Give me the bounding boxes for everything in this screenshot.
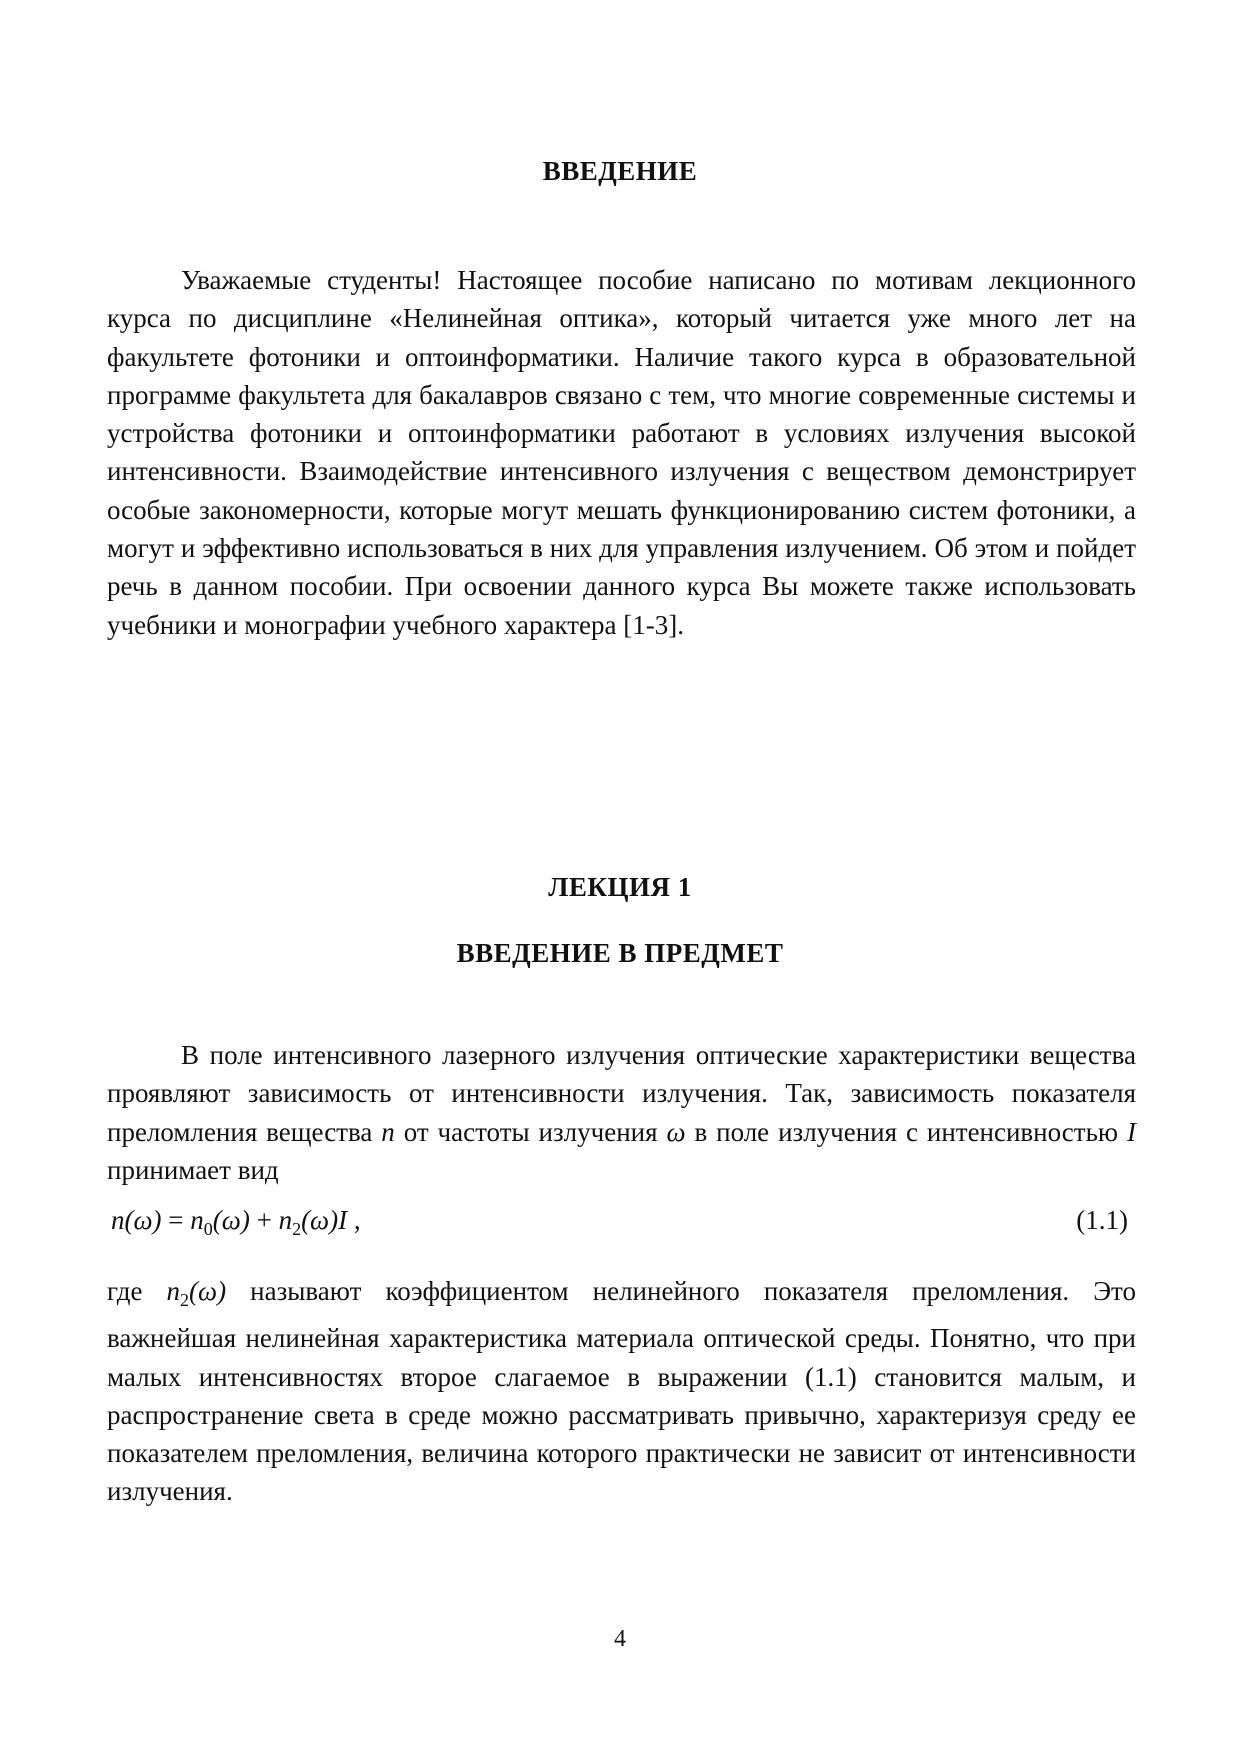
- variable-n-2-subscript: 2: [180, 1290, 190, 1310]
- equation-intensity: I: [338, 1205, 348, 1235]
- lecture-paragraph-1: [107, 1036, 1136, 1189]
- lecture-paragraph-1-text-d: принимает вид: [107, 1154, 279, 1185]
- intro-paragraph: Уважаемые студенты! Настоящее пособие написано по мотивам лекционного курса по дисциплине «Нелинейная оптика», который читается уже много лет на факультете фотоники и оптоинформатики. Наличие такого курса в образовательной программе факультета для бакалавров связано с тем, что многие современные системы и устройства фотоники и оптоинформатики работают в условиях излучения высокой интенсивности. Взаимодействие интенсивного излучения с веществом демонстрирует особые закономерности, которые могут мешать функционированию систем фотоники, а могут и эффективно использоваться в них для управления излучением. Об этом и пойдет речь в данном пособии. При освоении данного курса Вы можете также использовать учебники и монографии учебного характера [1-3].: [107, 265, 1136, 640]
- variable-intensity: I: [1127, 1116, 1136, 1147]
- variable-n-2-argument: (ω): [189, 1276, 227, 1306]
- page-number: 4: [614, 1626, 626, 1652]
- variable-omega: ω: [666, 1116, 686, 1147]
- equation-tail: ,: [347, 1205, 361, 1235]
- intro-heading: ВВЕДЕНИЕ: [542, 156, 698, 186]
- equation-row: [107, 1205, 1136, 1245]
- equation-sub-2: 2: [292, 1219, 302, 1239]
- equation-sub-0: 0: [203, 1219, 213, 1239]
- equation-number: (1.1): [1076, 1205, 1128, 1235]
- equation-equals: =: [161, 1205, 191, 1235]
- lecture-paragraph-1-text-a: В поле интенсивного лазерного излучения оптические характеристики вещества проявляют зависимость от интенсивности излучения. Так, зависимость показателя преломления вещества: [107, 1040, 1136, 1147]
- lecture-paragraph-1-text-c: в поле излучения с интенсивностью: [685, 1116, 1127, 1147]
- variable-n: n: [381, 1116, 395, 1147]
- equation-1-1: [111, 1205, 361, 1240]
- lecture-paragraph-2-text-a: где: [107, 1276, 167, 1306]
- lecture-title-heading: ВВЕДЕНИЕ В ПРЕДМЕТ: [456, 938, 784, 968]
- lecture-paragraph-2-text-b: называют коэффициентом нелинейного показателя преломления. Это важнейшая нелинейная характеристика материала оптической среды. Понятно, что при малых интенсивностях второе слагаемое в выражении (1.1) становится малым, и распространение света в среде можно рассматривать привычно, характеризуя среду ее показателем преломления, величина которого практически не зависит от интенсивности излучения.: [107, 1276, 1136, 1507]
- equation-n0: n: [190, 1205, 204, 1235]
- lecture-paragraph-1-text-b: от частоты излучения: [394, 1116, 667, 1147]
- equation-n2: n: [278, 1205, 293, 1235]
- equation-arg-0: (ω): [212, 1205, 250, 1235]
- equation-plus: +: [249, 1205, 279, 1235]
- lecture-paragraph-2: [107, 1272, 1136, 1511]
- variable-n-2: n: [166, 1276, 181, 1306]
- equation-arg-2: (ω): [301, 1205, 339, 1235]
- equation-lhs: n(ω): [111, 1205, 162, 1235]
- lecture-number-heading: ЛЕКЦИЯ 1: [548, 872, 692, 902]
